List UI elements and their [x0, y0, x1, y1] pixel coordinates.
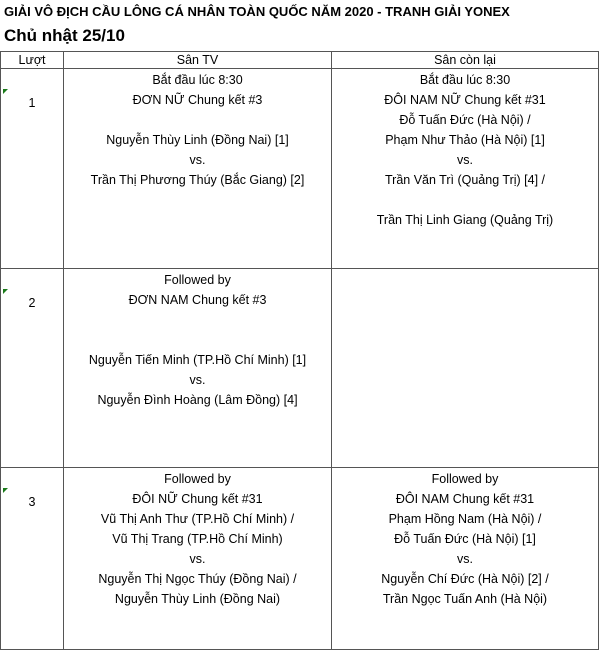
court-other-cell	[332, 468, 599, 650]
match-line: vs.	[189, 552, 206, 566]
round-row	[1, 269, 599, 468]
match-line: Vũ Thị Trang (TP.Hồ Chí Minh)	[112, 532, 283, 546]
match-line	[64, 310, 331, 330]
round-number-cell	[1, 69, 64, 269]
match-line: Trần Thị Phương Thúy (Bắc Giang) [2]	[90, 173, 305, 187]
round-number-cell	[1, 269, 64, 468]
court-other-cell	[332, 269, 599, 468]
schedule-date: Chủ nhật 25/10	[4, 26, 125, 45]
round-row	[1, 69, 599, 269]
court-tv-cell	[64, 468, 332, 650]
match-line: vs.	[457, 552, 473, 566]
match-line: Nguyễn Chí Đức (Hà Nội) [2] /	[381, 572, 549, 586]
column-header-court-tv: Sân TV	[64, 52, 332, 69]
match-line: ĐÔI NAM NỮ Chung kết #31	[384, 93, 546, 107]
match-line: Followed by	[164, 472, 231, 486]
match-line: Trần Văn Trì (Quảng Trị) [4] /	[384, 173, 545, 187]
match-line	[64, 330, 331, 350]
match-line: Bắt đầu lúc 8:30	[419, 73, 511, 87]
match-line: vs.	[189, 153, 206, 167]
match-line: vs.	[457, 153, 473, 167]
cell-marker-icon	[3, 488, 8, 493]
schedule-table	[0, 51, 599, 650]
court-other-cell	[332, 69, 599, 269]
match-line: Followed by	[431, 472, 499, 486]
match-line: ĐÔI NỮ Chung kết #31	[132, 492, 263, 506]
match-line: Phạm Hồng Nam (Hà Nội) /	[388, 512, 542, 526]
round-number: 1	[28, 96, 36, 110]
match-line: Nguyễn Tiến Minh (TP.Hồ Chí Minh) [1]	[88, 353, 307, 367]
match-line: ĐƠN NỮ Chung kết #3	[132, 93, 263, 107]
document-title: GIẢI VÔ ĐỊCH CẦU LÔNG CÁ NHÂN TOÀN QUỐC NĂM 2020 - TRANH GIẢI YONEX	[4, 4, 510, 19]
match-line: Trần Thị Linh Giang (Quảng Trị)	[376, 213, 554, 227]
round-row	[1, 468, 599, 650]
match-line: Nguyễn Thùy Linh (Đồng Nai)	[114, 592, 281, 606]
match-line: Nguyễn Đình Hoàng (Lâm Đồng) [4]	[97, 393, 298, 407]
match-line: Đỗ Tuấn Đức (Hà Nội) /	[399, 113, 531, 127]
court-tv-cell	[64, 69, 332, 269]
round-number: 2	[28, 296, 36, 310]
cell-marker-icon	[3, 89, 8, 94]
round-number: 3	[28, 495, 36, 509]
match-line: Phạm Như Thảo (Hà Nội) [1]	[385, 133, 545, 147]
match-line: Nguyễn Thị Ngọc Thúy (Đồng Nai) /	[98, 572, 297, 586]
header-row	[1, 52, 599, 69]
match-line: ĐƠN NAM Chung kết #3	[128, 293, 267, 307]
match-line	[332, 190, 598, 210]
round-number-cell	[1, 468, 64, 650]
match-line: vs.	[189, 373, 206, 387]
column-header-court-other: Sân còn lại	[332, 52, 599, 69]
match-line	[64, 110, 331, 130]
match-line: ĐÔI NAM Chung kết #31	[395, 492, 535, 506]
match-line: Bắt đầu lúc 8:30	[152, 73, 243, 87]
cell-marker-icon	[3, 289, 8, 294]
column-header-round: Lượt	[1, 52, 64, 69]
court-tv-cell	[64, 269, 332, 468]
match-line: Trần Ngọc Tuấn Anh (Hà Nội)	[382, 592, 548, 606]
match-line: Đỗ Tuấn Đức (Hà Nội) [1]	[394, 532, 536, 546]
match-line: Vũ Thị Anh Thư (TP.Hồ Chí Minh) /	[100, 512, 295, 526]
match-line: Followed by	[164, 273, 231, 287]
match-line: Nguyễn Thùy Linh (Đồng Nai) [1]	[106, 133, 289, 147]
